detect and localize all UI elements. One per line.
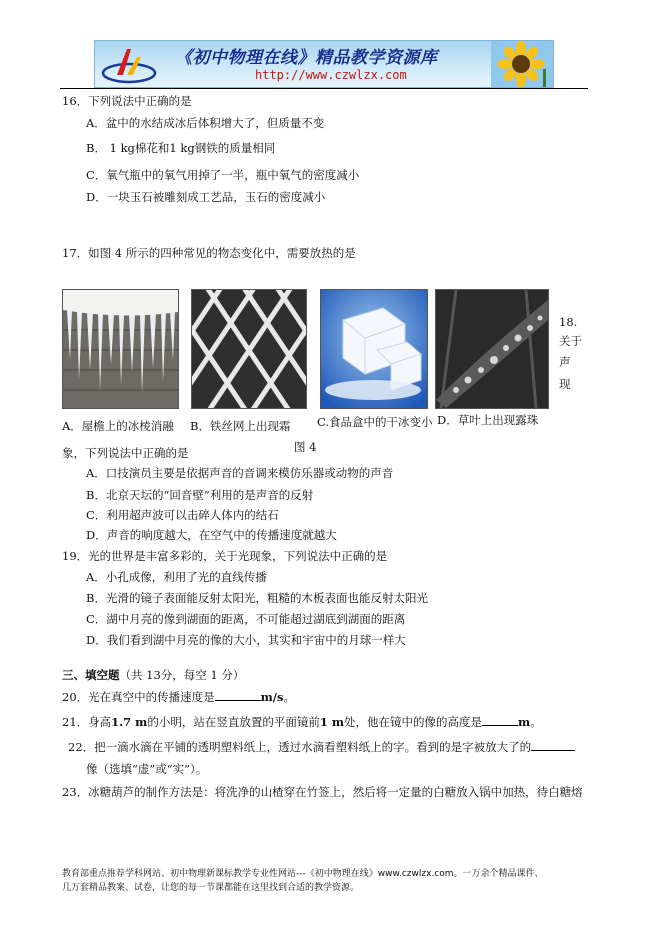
banner-title: 《初中物理在线》精品教学资源库 (175, 48, 438, 68)
q20-end: 。 (283, 690, 295, 704)
q16-stem: 16．下列说法中正确的是 (62, 94, 192, 108)
footer-line-1: 教育部重点推荐学科网站、初中物理新课标教学专业性网站---《初中物理在线》www.czwlzx.com。一万余个精品课件、 (62, 869, 544, 879)
q21-blank[interactable] (482, 715, 518, 726)
q22-blank[interactable] (531, 740, 575, 751)
q22-line1 (68, 740, 575, 754)
q21 (62, 715, 542, 729)
q18-option-b: B．北京天坛的“回音壁”利用的是声音的反射 (86, 488, 314, 502)
q19-option-a: A．小孔成像，利用了光的直线传播 (86, 570, 267, 584)
q23-line1: 23．冰糖葫芦的制作方法是：将洗净的山楂穿在竹签上，然后将一定量的白糖放入锅中加热，待白糖熔 (62, 785, 583, 799)
caption-c: C.食品盒中的干冰变小 (317, 415, 433, 429)
q17-stem: 17．如图 4 所示的四种常见的物态变化中，需要放热的是 (62, 246, 356, 260)
q18-option-c: C．利用超声波可以击碎人体内的结石 (86, 508, 279, 522)
caption-a: A．屋檐上的冰棱消融 (62, 419, 174, 433)
q20-text: 20．光在真空中的传播速度是 (62, 690, 215, 704)
q21-distance: 1 m (319, 715, 345, 729)
caption-d: D．草叶上出现露珠 (437, 413, 539, 427)
banner-url[interactable]: http://www.czwlzx.com (255, 68, 407, 82)
photo-icicles (62, 289, 179, 409)
q20 (62, 690, 295, 704)
q18-option-a: A．口技演员主要是依据声音的音调来模仿乐器或动物的声音 (86, 466, 394, 480)
q18-number: 18. (559, 315, 578, 329)
q18-side-1: 关于 (559, 334, 582, 348)
header-rule (60, 88, 588, 89)
q16-option-c: C．氧气瓶中的氧气用掉了一半，瓶中氧气的密度减小 (86, 168, 360, 182)
q16-option-a: A．盆中的水结成冰后体积增大了，但质量不变 (86, 116, 325, 130)
q21-unit: m (518, 715, 531, 729)
figure-label: 图 4 (294, 440, 317, 454)
q21-text-3: 处，他在镜中的像的高度是 (344, 715, 483, 729)
q20-unit: m/s (260, 690, 284, 704)
photo-frost-wire (191, 289, 307, 409)
q19-option-c: C．湖中月亮的像到湖面的距离，不可能超过湖底到湖面的距离 (86, 612, 406, 626)
q18-stem-cont: 象，下列说法中正确的是 (62, 446, 189, 460)
q20-blank[interactable] (215, 690, 261, 701)
q21-text-2: 的小明，站在竖直放置的平面镜前 (147, 715, 320, 729)
q21-height: 1.7 m (111, 715, 148, 729)
site-logo (101, 43, 161, 85)
q21-end: 。 (530, 715, 542, 729)
section-title (62, 668, 244, 682)
q21-text: 21．身高 (62, 715, 112, 729)
q16-option-b: B． 1 kg棉花和1 kg钢铁的质量相同 (86, 141, 276, 155)
section-note: （共 13分，每空 1 分） (119, 668, 245, 682)
q18-option-d: D．声音的响度越大，在空气中的传播速度就越大 (86, 528, 337, 542)
header-banner (94, 40, 554, 88)
sunflower-image (491, 41, 553, 87)
q19-stem: 19．光的世界是丰富多彩的，关于光现象，下列说法中正确的是 (62, 549, 388, 563)
q22-line2: 像（选填“虚”或“实”）。 (86, 762, 208, 776)
q18-side-2: 声 (559, 355, 571, 369)
photo-dry-ice (320, 289, 428, 409)
footer-line-2: 几万套精品教案、试卷，让您的每一节课都能在这里找到合适的教学资源。 (62, 883, 360, 893)
q16-option-d: D．一块玉石被雕刻成工艺品，玉石的密度减小 (86, 190, 326, 204)
caption-b: B．铁丝网上出现霜 (190, 419, 291, 433)
q19-option-d: D．我们看到湖中月亮的像的大小，其实和宇宙中的月球一样大 (86, 633, 406, 647)
q18-side-3: 现 (559, 377, 571, 391)
q22-text: 22．把一滴水滴在平铺的透明塑料纸上，透过水滴看塑料纸上的字。看到的是字被放大了的 (68, 740, 532, 754)
q19-option-b: B．光滑的镜子表面能反射太阳光，粗糙的木板表面也能反射太阳光 (86, 591, 428, 605)
photo-dew-leaf (435, 289, 549, 409)
section-title-text: 三、填空题 (62, 668, 120, 682)
